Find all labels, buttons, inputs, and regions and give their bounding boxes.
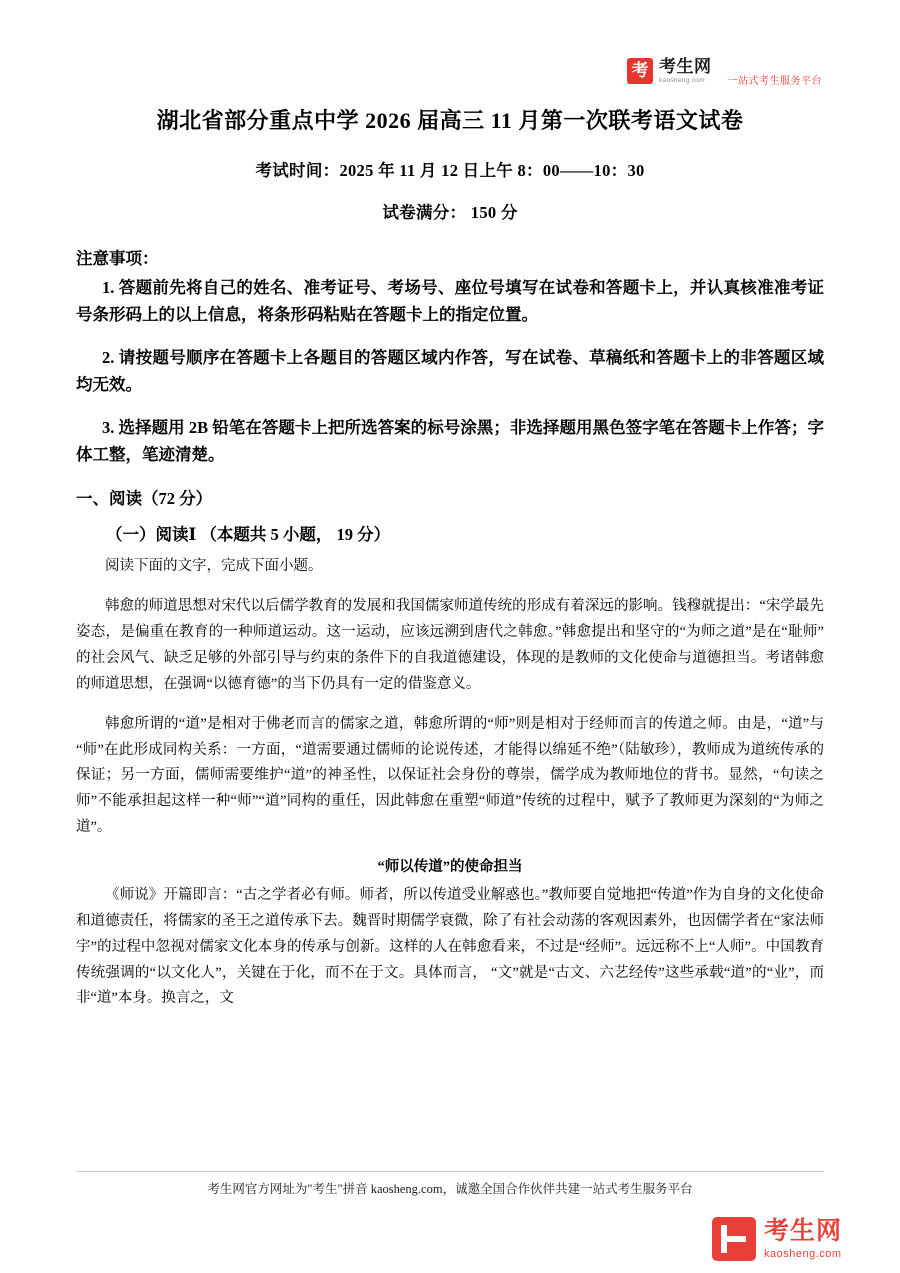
subsection-heading-reading-1: （一）阅读Ⅰ （本题共 5 小题， 19 分） [106, 524, 391, 544]
notice-item-2: 2. 请按题号顺序在答题卡上各题目的答题区域内作答，写在试卷、草稿纸和答题卡上的非答题区域均无效。 [76, 347, 824, 394]
logo-domain: kaosheng.com [659, 77, 705, 84]
notice-item-1: 1. 答题前先将自己的姓名、准考证号、考场号、座位号填写在试卷和答题卡上，并认真核准准考证号条形码上的以上信息，将条形码粘贴在答题卡上的指定位置。 [76, 278, 824, 324]
page-footer: 考生网官方网址为"考生"拼音 kaosheng.com，诚邀全国合作伙伴共建一站式考生服务平台 [207, 1182, 693, 1196]
watermark-domain: kaosheng.com [763, 1247, 842, 1260]
site-logo [627, 58, 822, 87]
watermark-logo-icon [712, 1217, 756, 1261]
exam-time: 考试时间：2025 年 11 月 12 日上午 8：00——10：30 [255, 161, 645, 180]
watermark-text [763, 1216, 842, 1260]
logo-slogan: 一站式考生服务平台 [727, 76, 822, 87]
body-paragraph-1: 韩愈的师道思想对宋代以后儒学教育的发展和我国儒家师道传统的形成有着深远的影响。钱穆就提出：“宋学最先姿态，是偏重在教育的一种师道运动。这一运动，应该远溯到唐代之韩愈。”韩愈提出和坚守的“为师之道”是在“耻师”的社会风气、缺乏足够的外部引导与约束的条件下的自我道德建设，体现的是教师的文化使命与道德担当。考诸韩愈的师道思想，在强调“以德育德”的当下仍具有一定的借鉴意义。 [76, 598, 824, 692]
watermark [712, 1217, 842, 1261]
logo-brand-name: 考生网 [659, 57, 712, 76]
body-paragraph-3: 《师说》开篇即言：“古之学者必有师。师者，所以传道受业解惑也。”教师要自觉地把“传道”作为自身的文化使命和道德责任，将儒家的圣王之道传承下去。魏晋时期儒学衰微，除了有社会动荡的客观因素外，也因儒学者在“家法师宇”的过程中忽视对儒家文化本身的传承与创新。这样的人在韩愈看来，不过是“经师”。远远称不上“人师”。中国教育传统强调的“以文化人”，关键在于化，而不在于文。具体而言， “文”就是“古文、六艺经传”这些承载“道”的“业”，而非“道”本身。换言之，文 [76, 887, 824, 1007]
section-heading-reading: 一、阅读（72 分） [76, 488, 213, 508]
logo-text [659, 58, 712, 85]
watermark-title: 考生网 [763, 1216, 842, 1245]
notice-heading: 注意事项： [76, 249, 159, 268]
logo-mark-icon: 考 [627, 58, 653, 84]
body-paragraph-2: 韩愈所谓的“道”是相对于佛老而言的儒家之道，韩愈所谓的“师”则是相对于经师而言的传道之师。由是，“道”与“师”在此形成同构关系：一方面，“道需要通过儒师的论说传述，才能得以绵延不绝”（陆敏珍），教师成为道统传承的保证；另一方面，儒师需要维护“道”的神圣性，以保证社会身份的尊崇，儒学成为教师地位的背书。显然，“句读之师”不能承担起这样一种“师”“道”同构的重任，因此韩愈在重塑“师道”传统的过程中，赋予了教师更为深刻的“为师之道”。 [76, 715, 824, 835]
reading-instruction: 阅读下面的文字，完成下面小题。 [105, 557, 323, 574]
page-title: 湖北省部分重点中学 2026 届高三 11 月第一次联考语文试卷 [156, 108, 744, 133]
article-subheading: “师以传道”的使命担当 [377, 859, 523, 876]
notice-item-3: 3. 选择题用 2B 铅笔在答题卡上把所选答案的标号涂黑；非选择题用黑色签字笔在答题卡上作答；字体工整，笔迹清楚。 [76, 417, 824, 464]
footer-divider [76, 1171, 824, 1172]
total-score: 试卷满分： 150 分 [382, 203, 518, 222]
